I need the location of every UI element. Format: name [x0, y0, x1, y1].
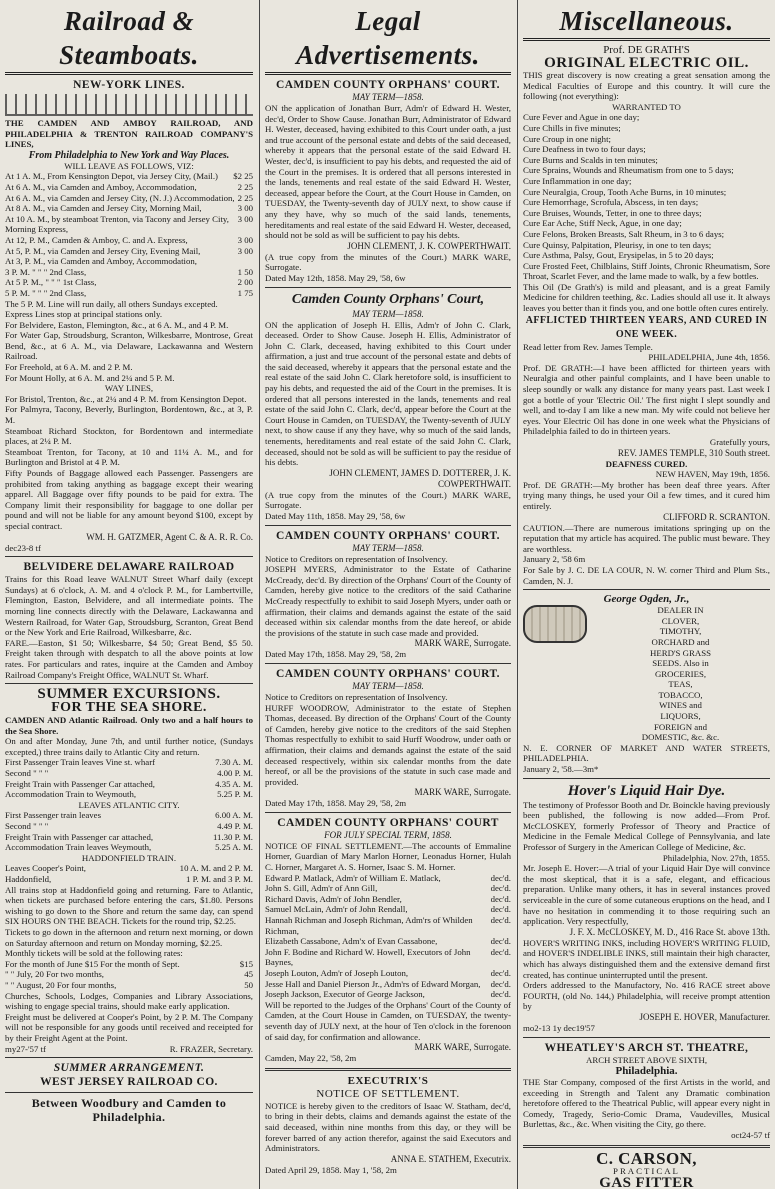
column-legal	[259, 0, 516, 1189]
notice-term: MAY TERM—1858.	[352, 542, 424, 553]
fare-row: At 6 A. M., via Camden and Jersey City, (N. J.) Accommodation, 2 25	[5, 192, 253, 203]
cure-item: Cure Deafness in two to four days;	[523, 144, 646, 155]
afflicted-heading: AFFLICTED THIRTEEN YEARS, AND CURED IN ONE WEEK.	[525, 314, 768, 340]
monthly-row: " " August, 20 For four months, 50	[5, 979, 253, 990]
haddonfield-heading: HADDONFIELD TRAIN.	[81, 852, 177, 863]
cure-item: Cure Neuralgia, Croup, Tooth Ache Burns, in 10 minutes;	[523, 186, 727, 197]
hover-date: mo2-13 1y dec19'57	[523, 1022, 595, 1033]
ogden-list	[591, 605, 770, 743]
bristol-line: For Bristol, Trenton, &c., at 2¼ and 4 P. M. from Kensington Depot.	[5, 393, 247, 404]
camden-atlantic-title: CAMDEN AND Atlantic Railroad. Only two and a half hours to the Sea Shore.	[5, 715, 253, 736]
will-leave: WILL LEAVE AS FOLLOWS, VIZ:	[64, 160, 194, 171]
cure-item: Cure Bruises, Wounds, Tetter, in one to three days;	[523, 207, 702, 218]
fare-row: At 1 A. M., From Kensington Depot, via Jersey City, (Mail.) $2 25	[5, 171, 253, 182]
summer-arrangement: SUMMER ARRANGEMENT.	[53, 1062, 205, 1075]
ogden-line: CLOVER,	[661, 615, 700, 626]
theatre-heading: WHEATLEY'S ARCH ST. THEATRE,	[544, 1041, 749, 1054]
barrel-icon	[523, 605, 587, 643]
leaves-atlantic-heading: LEAVES ATLANTIC CITY.	[78, 799, 180, 810]
mount-holly-line: For Mount Holly, at 6 A. M. and 2¼ and 5 P. M.	[5, 372, 175, 383]
return-times	[5, 810, 253, 852]
notice-term: FOR JULY SPECIAL TERM, 1858.	[324, 829, 452, 840]
cure-item: Cure Croup in one night;	[523, 133, 611, 144]
ogden-line: TOBACCO,	[658, 689, 703, 700]
notice-heading: Camden County Orphans' Court,	[291, 291, 485, 307]
baggage-notice: Fifty Pounds of Baggage allowed each Passenger. Passengers are prohibited from taking anything as baggage except their wearing apparel. All Baggage over fifty pounds to be paid for extra. The Company limit their responsibility for baggage to one dollar per pound and will not be liable for any amount beyond $100, except by special contract.	[5, 468, 253, 531]
settlement-row: Jesse Hall and Daniel Pierson Jr., Adm'rs of Edward Morgan, dec'd.	[265, 978, 511, 989]
notice-text: HURFF WOODROW, Administrator to the estate of Stephen Thomas, deceased. By direction of the Orphans' Court of the County of Camden, hereby give notice to the creditors of the said Stephen Thomas respectfully to exhibit to said Hurff Woodrow, under oath or affirmation, their claims and demands against the estate of the said deceased respectively, within six calendar months from the date hereof, or all be the provisions of the statute in such case made and provided.	[265, 702, 511, 787]
divider	[265, 525, 511, 526]
cure-item: Cure Inflammation in one day;	[523, 175, 632, 186]
orders-notice: Orders addressed to the Manufactory, No. 416 RACE street above FOURTH, (old No. 144,) Philadelphia, will receive prompt attention by	[523, 980, 770, 1012]
steamboat-line: Steamboat Richard Stockton, for Bordentown and intermediate places, at 2¼ P. M.	[5, 425, 253, 447]
letter-intro: Read letter from Rev. James Temple.	[523, 341, 653, 352]
settlement-row: John S. Gill, Adm'r of Ann Gill, dec'd.	[265, 883, 511, 894]
time-row: First Passenger train leaves 6.00 A. M.	[5, 810, 253, 821]
gratefully: Gratefully yours,	[709, 437, 770, 447]
orphans-court-notice-2	[265, 291, 511, 522]
ogden-line: LIQUORS,	[660, 711, 701, 722]
notice-signature: ANNA E. STATHEM, Executrix.	[390, 1153, 511, 1164]
cure-item: Cure Hemorrhage, Scrofula, Abscess, in ten days;	[523, 197, 699, 208]
ogden-line: DEALER IN	[657, 605, 704, 616]
cure-item: Cure Ear Ache, Stiff Neck, Ague, in one day;	[523, 218, 682, 229]
column-railroad	[0, 0, 258, 1189]
monthly-row: For the month of June $15 For the month of Sept. $15	[5, 958, 253, 969]
divider	[523, 1037, 770, 1038]
notice-title: Notice to Creditors on representation of Insolvency.	[265, 553, 448, 564]
warranted-heading: WARRANTED TO	[612, 101, 681, 112]
mccloskey-signature: J. F. X. McCLOSKEY, M. D., 416 Race St. above 13th.	[569, 926, 770, 937]
divider	[5, 1057, 253, 1058]
notice-text: JOSEPH MYERS, Administrator to the Estate of Catharine McCready, dec'd. By direction of the Orphans' Court of the County of Camden, hereby give notice to the creditors of the said Catharine McCready respectfully to exhibit to said Joseph Myers, under oath or affirmation, their claims and demands against the estate of the said deceased within six calendar months from the date hereof, or abide the provisions of the statute in such case made and provided.	[265, 564, 511, 638]
temple-signature: REV. JAMES TEMPLE, 310 South street.	[617, 447, 770, 458]
ogden-line: GROCERIES,	[654, 668, 707, 679]
tickets-saturday: Tickets to go down in the afternoon and return next morning, or down on Saturday afternoon and return on Monday morning, $2.25.	[5, 926, 253, 948]
divider	[523, 1145, 770, 1148]
time-row: Second " " " 4.49 P. M.	[5, 821, 253, 832]
fare-row: At 5 P. M., " " " 1st Class, 2 00	[5, 277, 253, 288]
notice-text: ON the application of Joseph H. Ellis, Adm'r of John C. Clark, deceased. Order to Show Cause. Joseph H. Ellis, Administrator of John C. Clark, deceased, having exhibited to this Court under affirmation, a just and true account of the personal estate and debts of the said deceased, whereby it appears that the personal estate and the real estate of the said John C. Clark heretofore sold, is insufficient to pay his debts, and requested the aid of the Court in the premises. It is ordered that all persons interested in the lands, tenements and real estate of the said John C. Clark, dec'd, appear before the Court at the Court House in Camden, on TUESDAY, the Twenty-seventh of JULY next, to show cause if any they have, why so much of the said lands, tenements, hereditaments and real estate of the said John C. Clark, deceased, should not be sold as will be sufficient to pay the residue of his debts.	[265, 319, 511, 468]
hair-dye-text: The testimony of Professor Booth and Dr. Boinckle having previously been published, the following is now added—From Prof. McCLOSKEY, formerly Professor of Theory and Practice of Medicine in the Female Medical College of Pennsylvania, and late Professor of Surgery in the American College of Medicine, &c.	[523, 799, 770, 852]
cure-item: Cure Felons, Broken Breasts, Salt Rheum, in 3 to 6 days;	[523, 228, 725, 239]
notice-heading: CAMDEN COUNTY ORPHANS' COURT	[277, 816, 499, 829]
divider	[265, 663, 511, 664]
hair-dye-text-2: Mr. Joseph E. Hover:—A trial of your Liquid Hair Dye will convince the most skeptical, that it is a safe, elegant, and efficacious preparation. Unlike many others, it has in several instances proved serviceable in the cure of some cutaneous eruptions on the head, and I have no hesitation in commending it to those requiring such an application. Very respectfully,	[523, 863, 770, 927]
settlement-row: Elizabeth Cassabone, Adm'x of Evan Cassabone, dec'd.	[265, 936, 511, 947]
fare-row: At 8 A. M., via Camden and Jersey City, Morning Mail, 3 00	[5, 203, 253, 214]
settlement-row: Hannah Richman and Joseph Richman, Adm'rs of Whilden Richman, dec'd.	[265, 915, 511, 936]
notice-date: Camden, May 22, '58, 2m	[265, 1053, 357, 1064]
orphans-court-notice-4	[265, 667, 511, 809]
fares-list	[5, 171, 253, 298]
time-row: Accommodation Train to Weymouth, 5.25 P. M.	[5, 789, 253, 800]
notice-term: MAY TERM—1858.	[352, 92, 424, 102]
notice-signature: MARK WARE, Surrogate.	[414, 1042, 511, 1053]
grath-text-2: This Oil (De Grath's) is mild and pleasant, and is a great Family Medicine for children teething, &c. Ladies should all use it. It always leaves you better than it finds you, and one bottle often cures entirely.	[523, 281, 770, 314]
from-philadelphia: From Philadelphia to New York and Way Places.	[28, 149, 230, 161]
gatzmer-date: dec23-8 tf	[5, 542, 41, 553]
fare-row: At 6 A. M., via Camden and Amboy, Accommodation, 2 25	[5, 181, 253, 192]
departure-times	[5, 757, 253, 799]
column-heading-misc: Miscellaneous.	[523, 4, 770, 41]
notice-signature: MARK WARE, Surrogate.	[414, 638, 511, 649]
grath-text: THIS great discovery is now creating a great sensation among the Medical Faculties of Europe and this country. It will cure the following (not everything):	[523, 70, 770, 102]
divider	[5, 556, 253, 557]
divider	[265, 812, 511, 813]
freight-notice: Freight must be delivered at Cooper's Point, by 2 P. M. The Company will not be responsible for any goods until received and receipted for by their Freight Agent at the Point.	[5, 1011, 253, 1043]
practical: PRACTICAL	[613, 1165, 680, 1176]
time-row: Haddonfield, 1 P. M. and 3 P. M.	[5, 874, 253, 884]
west-jersey-heading: WEST JERSEY RAILROAD CO.	[40, 1076, 218, 1089]
column-heading-legal: Legal Advertisements.	[265, 4, 511, 75]
time-row: First Passenger Train leaves Vine st. wharf 7.30 A. M.	[5, 757, 253, 768]
notice-heading: CAMDEN COUNTY ORPHANS' COURT.	[276, 529, 500, 542]
orphans-court-notice-1	[265, 78, 511, 284]
steamboat-trenton-line: Steamboat Trenton, for Tacony, at 10 and 11¼ A. M., and for Burlington and Bristol at 4 P. M.	[5, 446, 253, 468]
caution-date: January 2, '58 6m	[523, 554, 586, 565]
fare-row: 5 P. M. " " " 2nd Class, 1 75	[5, 287, 253, 298]
cure-item: Cure Chills in five minutes;	[523, 122, 621, 133]
cure-item: Cure Quinsy, Palpitation, Pleurisy, in one to ten days;	[523, 239, 712, 250]
notice-text: Will be reported to the Judges of the Orphans' Court of the County of Camden, at the Court House in Camden, on TUESDAY, the twenty-seventh day of JULY next, at the hour of Ten o'clock in the forenoon of said day, for confirmation and allowance.	[265, 999, 511, 1042]
ogden-line: HERD'S GRASS	[650, 647, 711, 658]
notice-copy: (A true copy from the minutes of the Court.) MARK WARE, Surrogate.	[265, 489, 511, 511]
palmyra-line: For Palmyra, Tacony, Beverly, Burlington, Bordentown, &c., at 3, P. M.	[5, 404, 253, 426]
divider	[523, 589, 770, 590]
ogden-line: DOMESTIC, &c. &c.	[641, 732, 720, 743]
deafness-heading: DEAFNESS CURED.	[605, 458, 688, 469]
notice-signature: MARK WARE, Surrogate.	[414, 787, 511, 798]
time-row: Accommodation Train leaves Weymouth, 5.25 A. M.	[5, 842, 253, 853]
letter-text: Prof. DE GRATH:—I have been afflicted for thirteen years with Neuralgia and other painful complaints, and I have been unable to sleep soundly or walk any distance for many years past. Last week I got a bottle of your 'Electric Oil.' The first night I slept soundly and well, and to-day I am like a new man. My wife could not believe her eyes. Your Electric Oil has done in one week what the Physicians of Philadelphia failed to do in thirteen years.	[523, 362, 770, 437]
divider	[265, 1068, 511, 1071]
settlement-row: John F. Bodine and Richard W. Howell, Executors of John Baynes, dec'd.	[265, 946, 511, 968]
carson-heading: C. CARSON,	[596, 1148, 697, 1168]
theatre-address: ARCH STREET ABOVE SIXTH,	[585, 1054, 708, 1065]
letter-place: PHILADELPHIA, June 4th, 1856.	[648, 352, 770, 363]
cures-list	[523, 112, 770, 282]
cure-item: Cure Asthma, Palsy, Gout, Erysipelas, in 5 to 20 days;	[523, 250, 714, 261]
notice-date: Dated May 11th, 1858. May 29, '58, 6w	[265, 511, 406, 521]
orphans-court-notice-3	[265, 529, 511, 660]
fare-row: At 3, P. M., via Camden and Amboy, Accommodation,	[5, 256, 197, 267]
way-lines-heading: WAY LINES,	[104, 383, 154, 394]
cure-item: Cure Frosted Feet, Chilblains, Stiff Joints, Chronic Rheumatism, Sore Throat, Scarlet Fever, and the lame made to walk, by a few bottles.	[523, 260, 770, 282]
time-row: Freight Train with Passenger car attached, 11.30 P. M.	[5, 831, 253, 842]
cure-item: Cure Burns and Scalds in ten minutes;	[523, 154, 658, 165]
fare-row: At 5, P. M., via Camden and Jersey City, Evening Mail, 3 00	[5, 245, 253, 256]
notice-signature: JOHN CLEMENT, J. K. COWPERTHWAIT.	[347, 240, 511, 251]
ogden-address: N. E. CORNER OF MARKET AND WATER STREETS, PHILADELPHIA.	[523, 742, 770, 764]
cure-item: Cure Fever and Ague in one day;	[523, 112, 640, 123]
column-heading-railroad: Railroad & Steamboats.	[5, 4, 253, 75]
freehold-line: For Freehold, at 6 A. M. and 2 P. M.	[5, 362, 133, 373]
notice-subheading: NOTICE OF SETTLEMENT.	[316, 1087, 460, 1100]
sea-shore-heading: FOR THE SEA SHORE.	[51, 700, 207, 716]
notice-text: NOTICE OF FINAL SETTLEMENT.—The accounts of Emmaline Horner, Guardian of Mary Marlon Horner, Leonadus Horner, Hulah C. Horner, Margaret A. S. Horner, Isaac S. M. Horner.	[265, 840, 511, 873]
frazer-signature: my27-'57 tf R. FRAZER, Secretary.	[5, 1043, 253, 1054]
ogden-line: FOREIGN and	[653, 721, 708, 732]
settlement-row: Edward P. Matlack, Adm'r of William E. Matlack, dec'd.	[265, 872, 511, 883]
deaf-place: NEW HAVEN, May 19th, 1856.	[655, 469, 770, 480]
fare-row: 3 P. M. " " " 2nd Class, 1 50	[5, 266, 253, 277]
belvidere-heading: BELVIDERE DELAWARE RAILROAD	[23, 561, 235, 574]
column-misc	[517, 0, 775, 1189]
settlement-row: Richard Davis, Adm'r of John Bendler, dec'd.	[265, 893, 511, 904]
time-row: Leaves Cooper's Point, 10 A. M. and 2 P. M.	[5, 863, 253, 874]
notice-term: MAY TERM—1858.	[352, 680, 424, 691]
notice-text: NOTICE is hereby given to the creditors of Isaac W. Statham, dec'd, to bring in their debts, claims and demands against the estate of the said deceased, within nine months from this day, or they will be forever barred of any action therefor, against the said Executors and Administrators.	[265, 1100, 511, 1154]
scranton-signature: CLIFFORD R. SCRANTON.	[663, 511, 770, 522]
cure-item: Cure Sprains, Wounds and Rheumatism from one to 5 days;	[523, 165, 734, 176]
gas-fitter: GAS FITTER	[599, 1175, 694, 1189]
grath-heading: Prof. DE GRATH'S	[603, 44, 690, 56]
time-row: Second " " " 4.00 P. M.	[5, 768, 253, 779]
train-illustration	[5, 94, 253, 116]
settlement-row: Joseph Jackson, Executor of George Jackson, dec'd.	[265, 989, 511, 1000]
notice-date: Dated April 29, 1858. May 1, '58, 2m	[265, 1164, 397, 1175]
theatre-text: THE Star Company, composed of the first Artists in the world, and exceeding in Strength and Talent any Dramatic combination heretofore offered to the Theatrical Public, will appear every night in Comedy, Tragedy, Serio-Comic Drama, Vaudevilles, Musical Burlettas, &c., &c. When visiting the City, go there.	[523, 1077, 770, 1130]
belvidere-text: Trains for this Road leave WALNUT Street Wharf daily (except Sundays) at 6 o'clock, A. M. and 4 o'clock P. M., for Lambertville, Flemington, Easton, Belvidere, and all intermediate points. The morning line connects directly with the Delaware, Lackawanna and Western Railroad, for Water Gap, Stroudsburg, Scranton, Great Bend or the New York and Erie Railroad, Wilkesbarre, &c.	[5, 574, 253, 638]
for-sale: For Sale by J. C. DE LA COUR, N. W. corner Third and Plum Sts., Camden, N. J.	[523, 564, 770, 586]
ogden-line: SEEDS. Also in	[652, 658, 709, 669]
woodbury-heading: Between Woodbury and Camden to Philadelphia.	[31, 1096, 227, 1125]
notice-signature: JOHN CLEMENT, JAMES D. DOTTERER, J. K. COWPERTHWAIT.	[329, 467, 511, 489]
belvidere-fare: FARE.—Easton, $1 50; Wilkesbarre, $4 50; Great Bend, $5 50. Freight taken through with despatch to all the above points at low rates. For particulars and rates, inquire at the Camden and Amboy Railroad Company's Freight Office, WALNUT St. Wharf.	[5, 637, 253, 680]
gatzmer-signature: WM. H. GATZMER, Agent C. & A. R. R. Co.	[86, 531, 253, 542]
ogden-line: TEAS,	[668, 679, 693, 690]
hair-dye-place: Philadelphia, Nov. 27th, 1855.	[662, 852, 770, 863]
note-5pm: The 5 P. M. Line will run daily, all others Sundays excepted.	[5, 298, 218, 309]
notice-date: Dated May 12th, 1858. May 29, '58, 6w	[265, 272, 406, 283]
monthly-rates: Monthly tickets will be sold at the following rates:	[5, 948, 183, 959]
divider	[265, 287, 511, 288]
notice-date: Dated May 17th, 1858. May 29, '58, 2m	[265, 649, 407, 660]
ny-lines-heading: NEW-YORK LINES.	[73, 79, 185, 91]
writing-inks: HOVER'S WRITING INKS, including HOVER'S WRITING FLUID, and HOVER'S INDELIBLE INKS, still maintain their high character, which has always distinguished them and the extensive demand first created, has continue uninterrupted until the present.	[523, 937, 770, 980]
ogden-line: TIMOTHY,	[659, 626, 702, 637]
monthly-row: " " July, 20 For two months, 45	[5, 969, 253, 980]
churches-notice: Churches, Schools, Lodges, Companies and Library Associations, wishing to engage special trains, should make early application.	[5, 990, 253, 1012]
theatre-city: Philadelphia.	[615, 1065, 678, 1078]
fare-row: At 10 A. M., by steamboat Trenton, via Tacony and Jersey City, Morning Express, 3 00	[5, 213, 253, 235]
orphans-court-notice-5	[265, 816, 511, 1064]
executrix-notice	[265, 1075, 511, 1176]
settlement-row: Joseph Louton, Adm'r of Joseph Louton, dec'd.	[265, 968, 511, 978]
time-row: Freight Train with Passenger Car attached, 4.35 A. M.	[5, 778, 253, 789]
ogden-date: January 2, '58.—3m*	[523, 764, 599, 775]
ogden-line: ORCHARD and	[651, 636, 710, 647]
ogden-heading: George Ogden, Jr.,	[603, 593, 690, 606]
notice-heading: EXECUTRIX'S	[347, 1074, 429, 1087]
electric-oil-title: ORIGINAL ELECTRIC OIL.	[544, 55, 749, 71]
belvidere-line: For Belvidere, Easton, Flemington, &c., at 6 A. M., and 4 P. M.	[5, 319, 229, 330]
fare-row: At 12, P. M., Camden & Amboy, C. and A. Express, 3 00	[5, 234, 253, 245]
summer-text: On and after Monday, June 7th, and until further notice, (Sundays excepted,) three trains daily to Atlantic City and return.	[5, 736, 253, 757]
hair-dye-heading: Hover's Liquid Hair Dye.	[567, 782, 726, 799]
divider	[5, 1092, 253, 1093]
notice-date: Dated May 17th, 1858. May 29, '58, 2m	[265, 798, 407, 809]
notice-heading: CAMDEN COUNTY ORPHANS' COURT.	[276, 79, 500, 91]
notice-title: Notice to Creditors on representation of Insolvency.	[265, 691, 448, 702]
summer-more: All trains stop at Haddonfield going and returning. Fare to Atlantic, when tickets are purchased before entering the cars, $1.80. Persons wishing to go down to the Shore and return the same day, can spend SIX HOURS ON THE BEACH. Tickets for the round trip, $2.25.	[5, 884, 253, 927]
divider	[5, 683, 253, 684]
divider	[523, 778, 770, 779]
caution-text: CAUTION.—There are numerous imitations springing up on the reputation that my article has acquired. The public must beware. They are worthless.	[523, 522, 770, 554]
water-gap-line: For Water Gap, Stroudsburg, Scranton, Wilkesbarre, Montrose, Great Bend, &c., at 6 A. M., via Delaware, Lackawanna and Western Railroad.	[5, 330, 253, 362]
notice-heading: CAMDEN COUNTY ORPHANS' COURT.	[276, 667, 500, 680]
notice-copy: (A true copy from the minutes of the Court.) MARK WARE, Surrogate.	[265, 251, 511, 273]
express-stop: Express Lines stop at principal stations only.	[5, 309, 163, 320]
notice-text: ON the application of Jonathan Burr, Adm'r of Edward H. Wester, dec'd, Order to Show Cause. Jonathan Burr, Administrator of Edward H. Wester, deceased, having exhibited to this Court under oath, a just and true account of the personal estate and debts of the said deceased, whereby it appears that the personal estate of the said Edward H. Wester, dec'd, is insufficient to pay his debts, and requested the aid of the Court in the premises. It is ordered that all persons interested in the lands, tenements and real estate of the said Edward H. Wester, deceased, appear before the Court, at the Court House in Camden, on TUESDAY, the Twenty-seventh day of JULY next, to show cause if any they have, why so much of the said lands, tenements, hereditaments and real estate of the said Edward H. Wester, deceased, should not be sold as will be sufficient to pay his debts.	[265, 103, 511, 241]
ogden-block	[523, 605, 770, 743]
hover-signature: JOSEPH E. HOVER, Manufacturer.	[639, 1011, 770, 1022]
notice-term: MAY TERM—1858.	[352, 308, 424, 319]
camden-amboy-title: THE CAMDEN AND AMBOY RAILROAD, AND PHILADELPHIA & TRENTON RAILROAD COMPANY'S LINES,	[5, 118, 253, 150]
theatre-date: oct24-57 tf	[731, 1130, 770, 1141]
ogden-line: WINES and	[659, 700, 702, 711]
deaf-text: Prof. DE GRATH:—My brother has been deaf three years. After trying many things, he used your Oil a few times, and it cured him entirely.	[523, 479, 770, 511]
settlement-row: Samuel McLain, Adm'r of John Rendall, dec'd.	[265, 904, 511, 915]
summer-excursions-heading: SUMMER EXCURSIONS.	[37, 686, 221, 703]
